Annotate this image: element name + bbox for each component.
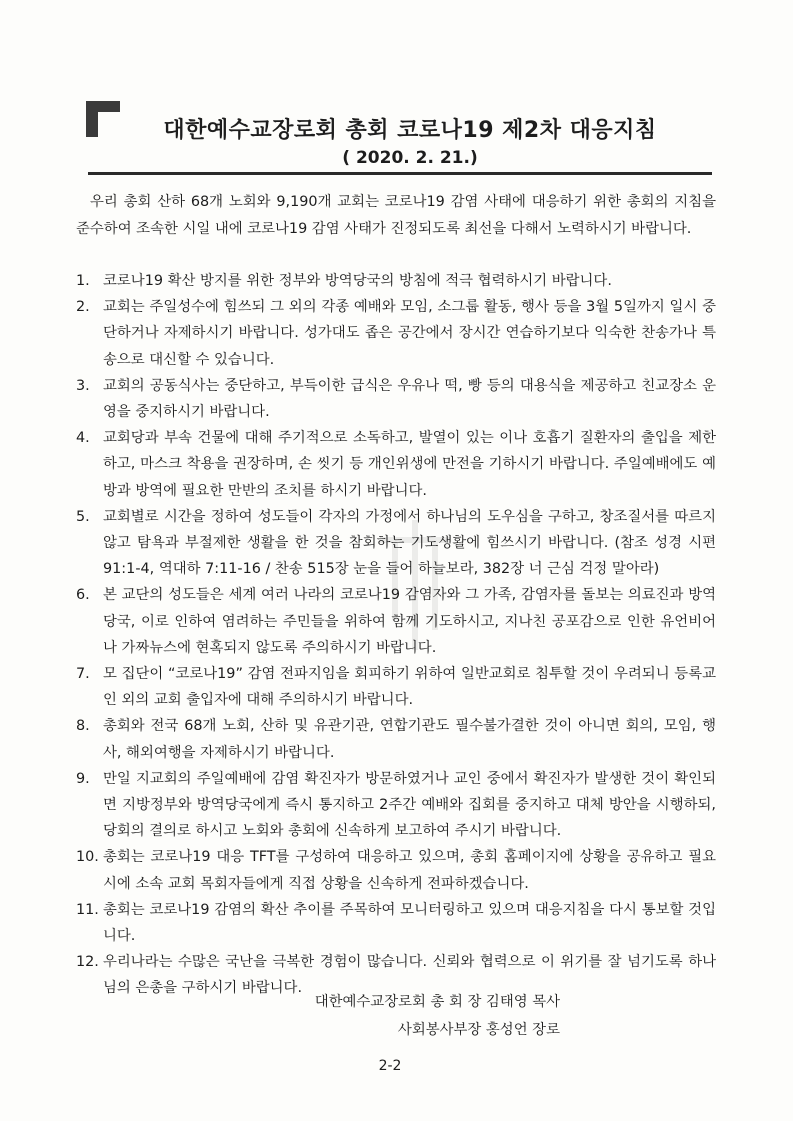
list-item xyxy=(76,713,716,765)
item-text: 모 집단이 “코로나19” 감염 전파지임을 회피하기 위하여 일반교회로 침투할 것이 우려되니 등록교인 외의 교회 출입자에 대해 주의하시기 바랍니다. xyxy=(103,666,716,709)
item-number: 11. xyxy=(76,901,99,918)
item-text: 코로나19 확산 방지를 위한 정부와 방역당국의 방침에 적극 협력하시기 바랍니다. xyxy=(103,273,612,289)
signature-president: 대한예수교장로회 총 회 장 김태영 목사 xyxy=(314,994,560,1010)
item-number: 6. xyxy=(76,587,90,604)
item-number: 3. xyxy=(76,377,90,394)
item-text: 교회당과 부속 건물에 대해 주기적으로 소독하고, 발열이 있는 이나 호흡기 질환자의 출입을 제한하고, 마스크 착용을 권장하며, 손 씻기 등 개인위생에 만전을 기하시기 바랍니다. 주일예배에도 예방과 방역에 필요한 만반의 조치를 하시기 바랍니다. xyxy=(103,430,716,499)
title-divider xyxy=(88,172,712,175)
item-number: 2. xyxy=(76,299,90,316)
signature-social-service: 사회봉사부장 홍성언 장로 xyxy=(397,1022,560,1038)
list-item xyxy=(76,897,716,949)
list-item xyxy=(76,425,716,504)
item-number: 5. xyxy=(76,508,90,525)
item-number: 4. xyxy=(76,430,90,447)
item-number: 7. xyxy=(76,666,90,683)
item-text: 교회는 주일성수에 힘쓰되 그 외의 각종 예배와 모임, 소그룹 활동, 행사 등을 3월 5일까지 일시 중단하거나 자제하시기 바랍니다. 성가대도 좁은 공간에서 장시간 연습하기보다 익숙한 찬송가나 특송으로 대신할 수 있습니다. xyxy=(103,299,716,368)
item-text: 만일 지교회의 주일예배에 감염 확진자가 방문하였거나 교인 중에서 확진자가 발생한 것이 확인되면 지방정부와 방역당국에게 즉시 통지하고 2주간 예배와 집회를 중지하고 대체 방안을 시행하되, 당회의 결의로 하시고 노회와 총회에 신속하게 보고하여 주시기 바랍니다. xyxy=(103,770,716,840)
item-text: 본 교단의 성도들은 세계 여러 나라의 코로나19 감염자와 그 가족, 감염자를 돌보는 의료진과 방역당국, 이로 인하여 염려하는 주민들을 위하여 함께 기도하시고, 지나친 공포감으로 인한 유언비어나 가짜뉴스에 현혹되지 않도록 주의하시기 바랍니다. xyxy=(103,587,716,656)
list-item xyxy=(76,766,716,845)
document-date: ( 2020. 2. 21.) xyxy=(342,148,478,168)
page-number: 2-2 xyxy=(378,1058,402,1074)
list-item xyxy=(76,661,716,713)
corner-bracket-icon xyxy=(86,101,120,137)
signature-block xyxy=(230,988,560,1044)
guideline-list xyxy=(76,268,716,1002)
list-item xyxy=(76,268,716,294)
item-number: 10. xyxy=(76,849,99,866)
document-title: 대한예수교장로회 총회 코로나19 제2차 대응지침 xyxy=(163,118,657,143)
item-number: 8. xyxy=(76,718,90,735)
list-item xyxy=(76,294,716,373)
item-text: 총회와 전국 68개 노회, 산하 및 유관기관, 연합기관도 필수불가결한 것이 아니면 회의, 모임, 행사, 해외여행을 자제하시기 바랍니다. xyxy=(103,718,716,761)
item-number: 12. xyxy=(76,954,99,971)
list-item xyxy=(76,582,716,661)
item-text: 교회의 공동식사는 중단하고, 부득이한 급식은 우유나 떡, 빵 등의 대용식을 제공하고 친교장소 운영을 중지하시기 바랍니다. xyxy=(103,377,716,421)
list-item xyxy=(76,373,716,425)
intro-paragraph: 우리 총회 산하 68개 노회와 9,190개 교회는 코로나19 감염 사태에 대응하기 위한 총회의 지침을 준수하여 조속한 시일 내에 코로나19 감염 사태가 진정되도록 최선을 다해서 노력하시기 바랍니다. xyxy=(76,194,716,237)
item-text: 우리나라는 수많은 국난을 극복한 경험이 많습니다. 신뢰와 협력으로 이 위기를 잘 넘기도록 하나님의 은총을 구하시기 바랍니다. xyxy=(103,954,716,997)
item-number: 1. xyxy=(76,273,90,289)
item-text: 교회별로 시간을 정하여 성도들이 각자의 가정에서 하나님의 도우심을 구하고, 창조질서를 따르지 않고 탐욕과 부절제한 생활을 한 것을 참회하는 기도생활에 힘쓰시기 바랍니다. (참조 성경 시편 91:1-4, 역대하 7:11-16 / 찬송 515장 눈을 들어 하늘보라, 382장 너 근심 걱정 말아라) xyxy=(103,508,716,578)
list-item xyxy=(76,504,716,583)
item-number: 9. xyxy=(76,770,90,787)
item-text: 총회는 코로나19 감염의 확산 추이를 주목하여 모니터링하고 있으며 대응지침을 다시 통보할 것입니다. xyxy=(103,901,716,945)
list-item xyxy=(76,844,716,896)
item-text: 총회는 코로나19 대응 TFT를 구성하여 대응하고 있으며, 총회 홈페이지에 상황을 공유하고 필요시에 소속 교회 목회자들에게 직접 상황을 신속하게 전파하겠습니다. xyxy=(103,849,716,892)
